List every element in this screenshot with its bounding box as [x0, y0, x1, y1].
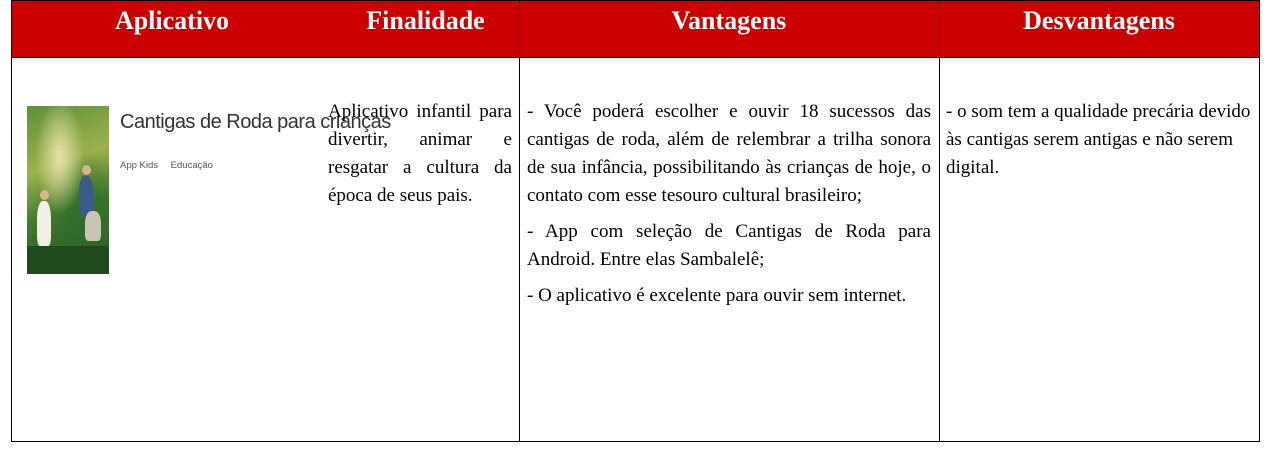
comparison-table [11, 0, 1260, 442]
app-categories [120, 152, 223, 180]
header-vantagens: Vantagens [671, 6, 787, 35]
app-cover-image [27, 106, 109, 274]
cell-vantagens [527, 58, 931, 441]
vantagem-item: - O aplicativo é excelente para ouvir sem internet. [527, 285, 907, 306]
column-divider [939, 1, 940, 441]
desvantagem-text: - o som tem a qualidade precária devido às cantigas serem antigas e não serem digital. [946, 101, 1251, 178]
table-header [12, 1, 1259, 58]
header-finalidade: Finalidade [366, 6, 485, 35]
finalidade-text: Aplicativo infantil para divertir, animar e resgatar a cultura da época de seus pais. [328, 101, 512, 206]
vantagem-item: - Você poderá escolher e ouvir 18 sucessos das cantigas de roda, além de relembrar a trilha sonora de sua infância, possibilitando às crianças de hoje, o contato com esse tesouro cultural brasileiro; [527, 101, 931, 206]
column-divider [519, 1, 520, 441]
app-category: Educação [170, 160, 213, 171]
header-desvantagens: Desvantagens [1023, 6, 1175, 35]
cell-aplicativo [12, 58, 391, 441]
cell-desvantagens [946, 58, 1258, 441]
app-category: App Kids [120, 160, 159, 171]
cell-finalidade [328, 58, 512, 441]
vantagem-item: - App com seleção de Cantigas de Roda para Android. Entre elas Sambalelê; [527, 221, 931, 270]
app-title: Cantigas de Roda para crianças [120, 111, 391, 133]
header-aplicativo: Aplicativo [114, 6, 230, 35]
